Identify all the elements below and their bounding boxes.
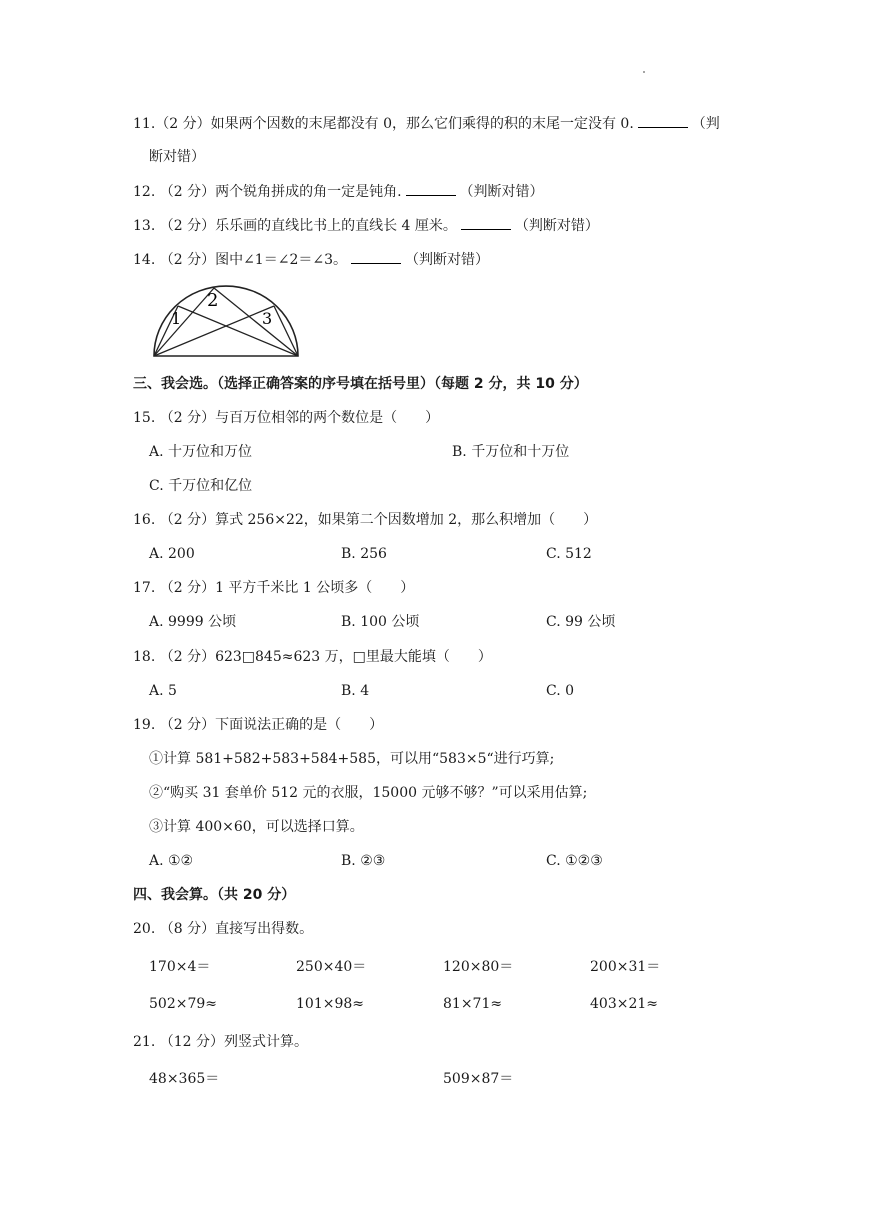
answer-blank-14[interactable]	[351, 250, 401, 264]
question-13-text: 13. （2 分）乐乐画的直线比书上的直线长 4 厘米。	[133, 218, 457, 234]
q17-option-c[interactable]: C. 99 公顷	[546, 614, 616, 630]
q19-statement-1: ①计算 581+582+583+584+585，可以用“583×5“进行巧算;	[149, 751, 555, 767]
line-f	[274, 306, 298, 356]
question-14-suffix: （判断对错）	[405, 252, 489, 268]
question-21: 21. （12 分）列竖式计算。	[133, 1034, 308, 1050]
section-4-title: 四、我会算。（共 20 分）	[133, 887, 296, 903]
q18-option-b[interactable]: B. 4	[341, 683, 370, 699]
question-19: 19. （2 分）下面说法正确的是（ ）	[133, 717, 384, 733]
q15-option-b[interactable]: B. 千万位和十万位	[452, 444, 570, 460]
q20-item: 250×40＝	[296, 959, 367, 975]
q19-statement-3: ③计算 400×60，可以选择口算。	[149, 819, 364, 835]
question-11-suffix: （判	[691, 116, 720, 132]
question-14-text: 14. （2 分）图中∠1＝∠2＝∠3。	[133, 252, 347, 268]
q15-option-a[interactable]: A. 十万位和万位	[149, 444, 253, 460]
question-16: 16. （2 分）算式 256×22，如果第二个因数增加 2，那么积增加（ ）	[133, 512, 598, 528]
section-3-title: 三、我会选。（选择正确答案的序号填在括号里）（每题 2 分，共 10 分）	[133, 376, 588, 392]
question-12	[133, 182, 544, 201]
q20-item: 101×98≈	[296, 996, 364, 1012]
question-15: 15. （2 分）与百万位相邻的两个数位是（ ）	[133, 410, 440, 426]
q18-option-c[interactable]: C. 0	[546, 683, 575, 699]
question-13-suffix: （判断对错）	[514, 218, 599, 234]
question-11	[133, 114, 720, 133]
q17-option-a[interactable]: A. 9999 公顷	[149, 614, 237, 630]
q19-statement-2: ②“购买 31 套单价 512 元的衣服，15000 元够不够？”可以采用估算;	[149, 785, 588, 801]
line-b	[178, 306, 298, 356]
q20-item: 170×4＝	[149, 959, 211, 975]
q18-option-a[interactable]: A. 5	[149, 683, 177, 699]
answer-blank-12[interactable]	[406, 182, 456, 196]
q20-item: 502×79≈	[149, 996, 217, 1012]
question-17: 17. （2 分）1 平方千米比 1 公顷多（ ）	[133, 580, 415, 596]
semicircle-angle-figure	[148, 280, 304, 362]
q20-item: 120×80＝	[443, 959, 514, 975]
question-20: 20. （8 分）直接写出得数。	[133, 921, 314, 937]
question-11-text: 11.（2 分）如果两个因数的末尾都没有 0，那么它们乘得的积的末尾一定没有 0.	[133, 116, 634, 132]
q16-option-c[interactable]: C. 512	[546, 546, 592, 562]
q21-item: 509×87＝	[443, 1071, 514, 1087]
q19-option-b[interactable]: B. ②③	[341, 853, 386, 869]
q20-item: 200×31＝	[590, 959, 661, 975]
q16-option-a[interactable]: A. 200	[149, 546, 195, 562]
angle-label-1: 1	[171, 309, 182, 328]
answer-blank-11[interactable]	[638, 114, 688, 128]
question-12-suffix: （判断对错）	[459, 184, 544, 200]
question-13	[133, 216, 599, 235]
answer-blank-13[interactable]	[461, 216, 511, 230]
q15-option-c[interactable]: C. 千万位和亿位	[149, 478, 253, 494]
question-12-text: 12. （2 分）两个锐角拼成的角一定是钝角.	[133, 184, 402, 200]
q17-option-b[interactable]: B. 100 公顷	[341, 614, 420, 630]
q19-option-c[interactable]: C. ①②③	[546, 853, 603, 869]
line-d	[214, 288, 298, 356]
question-11-continuation: 断对错）	[149, 149, 205, 165]
q19-option-a[interactable]: A. ①②	[149, 853, 194, 869]
page-mark	[643, 71, 645, 73]
question-18: 18. （2 分）623□845≈623 万，□里最大能填（ ）	[133, 649, 492, 665]
q21-item: 48×365＝	[149, 1071, 220, 1087]
q20-item: 81×71≈	[443, 996, 503, 1012]
angle-label-2: 2	[207, 290, 219, 311]
angle-label-3: 3	[262, 309, 273, 328]
question-14	[133, 250, 489, 269]
q20-item: 403×21≈	[590, 996, 658, 1012]
q16-option-b[interactable]: B. 256	[341, 546, 387, 562]
